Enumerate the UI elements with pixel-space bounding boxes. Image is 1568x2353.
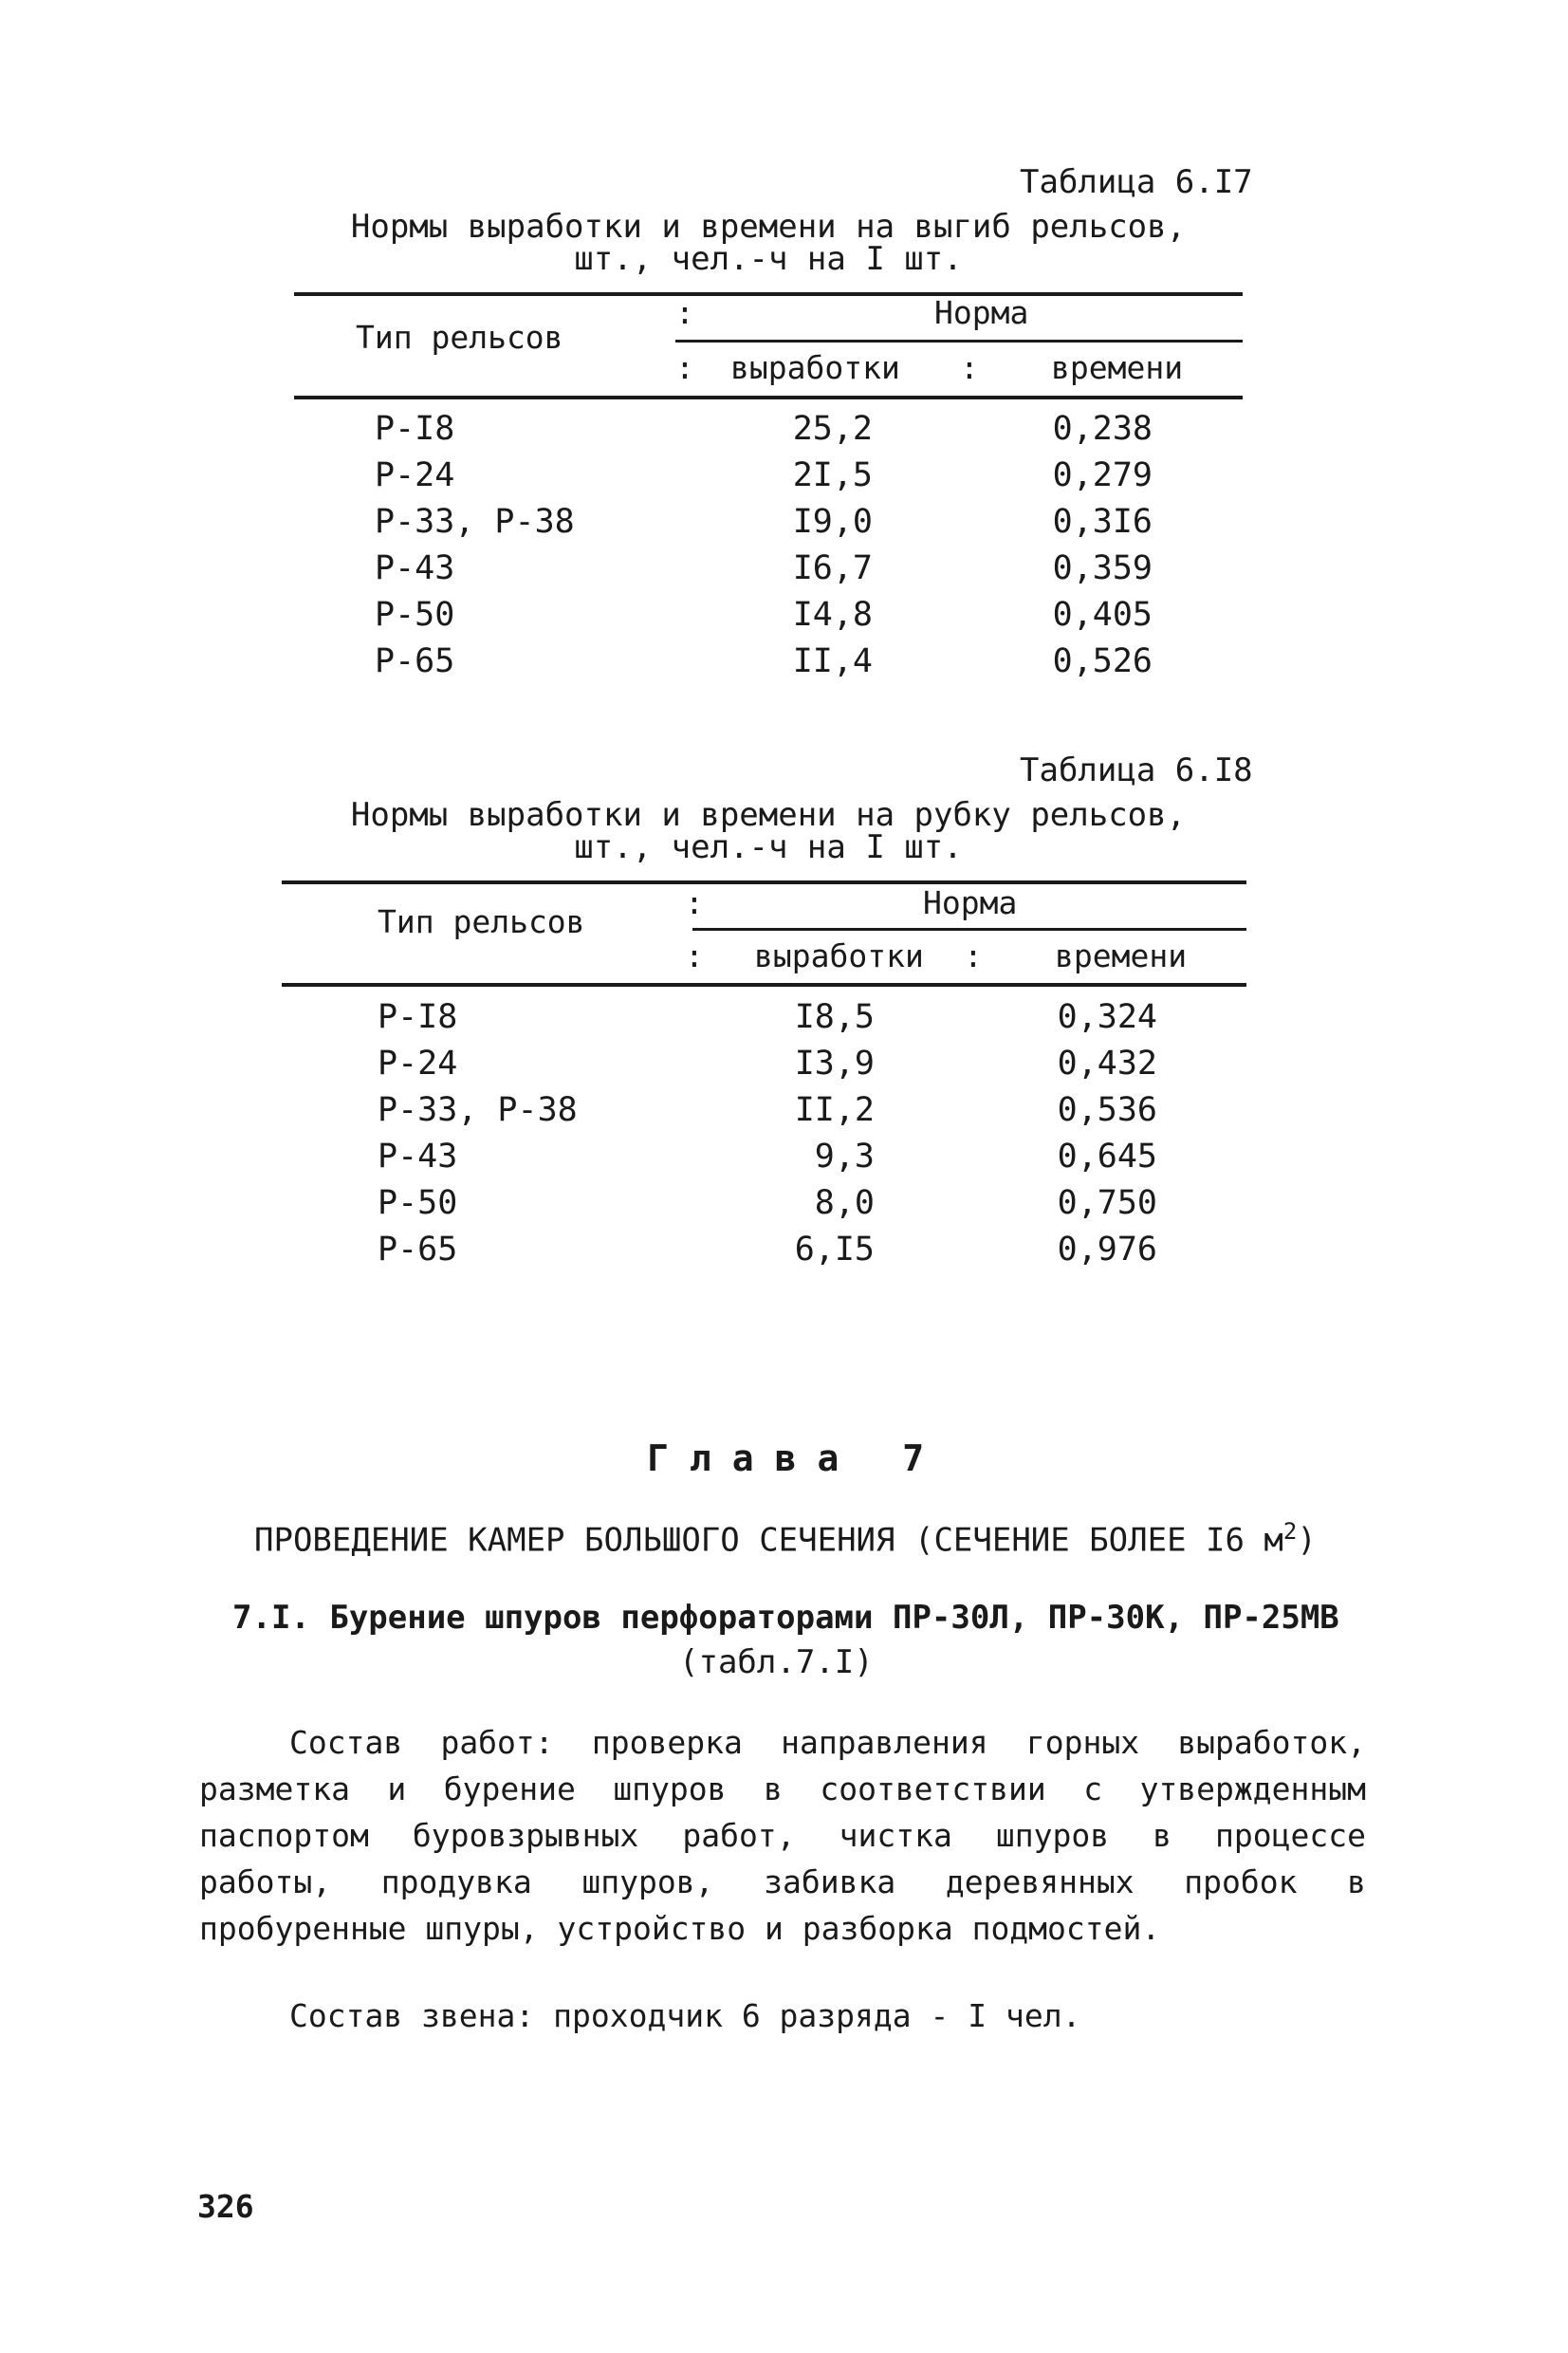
table-cell-output: 25,2 xyxy=(792,410,873,448)
table17-title-line1: Нормы выработки и времени на выгиб рельсов, xyxy=(350,208,1187,246)
table17-col-time: времени xyxy=(1051,349,1184,386)
table18-col-time: времени xyxy=(1055,937,1188,974)
table17-header-rule xyxy=(294,396,1243,399)
section-heading-line1: 7.I. Бурение шпуров перфораторами ПР-30Л, ПР-30К, ПР-25МВ xyxy=(232,1599,1339,1637)
table-cell-type: Р-33, Р-38 xyxy=(378,1091,578,1129)
table-cell-time: 0,645 xyxy=(1057,1138,1157,1176)
table17-col-output: выработки xyxy=(730,349,900,386)
composition-team: Состав звена: проходчик 6 разряда - I чел. xyxy=(289,1997,1081,2034)
table18-header-rule xyxy=(282,983,1246,987)
table18-label: Таблица 6.I8 xyxy=(1020,751,1253,789)
table17-sep-1: : xyxy=(675,294,694,331)
chapter-subtitle-end: ) xyxy=(1297,1521,1317,1560)
table-cell-type: Р-I8 xyxy=(375,410,455,448)
table-cell-time: 0,238 xyxy=(1052,410,1153,448)
table18-col-output: выработки xyxy=(754,937,924,974)
chapter-subtitle xyxy=(254,1518,1317,1559)
table-cell-time: 0,359 xyxy=(1052,549,1153,587)
table18-sep-1: : xyxy=(685,884,704,921)
table18-title-line2: шт., чел.-ч на I шт. xyxy=(574,828,963,866)
table17-col-norm: Норма xyxy=(934,294,1029,331)
table-cell-output: II,2 xyxy=(794,1091,875,1129)
table-cell-type: Р-43 xyxy=(378,1138,458,1176)
table17-norm-rule xyxy=(675,340,1243,343)
table18-title-line1: Нормы выработки и времени на рубку рельсов, xyxy=(350,796,1187,834)
table18-sep-3: : xyxy=(964,937,983,974)
table-cell-type: Р-50 xyxy=(378,1184,458,1222)
composition-works: Состав работ: проверка направления горных выработок, разметка и бурение шпуров в соответствии с утвержденным паспортом буровзрывных работ, чистка шпуров в процессе работы, продувка шпуров, забивка деревянных пробок в пробуренные шпуры, устройство и разборка подмостей. xyxy=(199,1724,1366,1947)
table17-top-rule xyxy=(294,292,1243,296)
table18-norm-rule xyxy=(692,928,1246,931)
table-cell-time: 0,976 xyxy=(1057,1231,1157,1269)
chapter-title: Глава 7 xyxy=(647,1437,946,1479)
section-heading-line2: (табл.7.I) xyxy=(679,1643,874,1681)
table-cell-time: 0,750 xyxy=(1057,1184,1157,1222)
table-cell-type: Р-24 xyxy=(378,1045,458,1083)
table-cell-output: I8,5 xyxy=(794,998,875,1036)
table-cell-time: 0,536 xyxy=(1057,1091,1157,1129)
table17-sep-2: : xyxy=(675,349,694,386)
table-cell-output: I9,0 xyxy=(792,503,873,541)
table-cell-output: II,4 xyxy=(792,642,873,680)
table-cell-type: Р-24 xyxy=(375,456,455,494)
table17-col-type: Тип рельсов xyxy=(356,319,563,356)
table-cell-output: I6,7 xyxy=(792,549,873,587)
table-cell-output: I4,8 xyxy=(792,596,873,634)
table17-label: Таблица 6.I7 xyxy=(1020,163,1253,201)
table18-top-rule xyxy=(282,880,1246,884)
table17-sep-3: : xyxy=(960,349,979,386)
table-cell-type: Р-43 xyxy=(375,549,455,587)
table18-col-type: Тип рельсов xyxy=(378,903,585,940)
table-cell-time: 0,526 xyxy=(1052,642,1153,680)
table-cell-time: 0,3I6 xyxy=(1052,503,1153,541)
table-cell-output: I3,9 xyxy=(794,1045,875,1083)
table-cell-time: 0,432 xyxy=(1057,1045,1157,1083)
table17-title-line2: шт., чел.-ч на I шт. xyxy=(574,240,963,278)
chapter-subtitle-sup: 2 xyxy=(1282,1518,1298,1545)
table-cell-time: 0,324 xyxy=(1057,998,1157,1036)
page-number: 326 xyxy=(197,2188,254,2225)
table-cell-type: Р-I8 xyxy=(378,998,458,1036)
table-cell-time: 0,279 xyxy=(1052,456,1153,494)
table-cell-type: Р-33, Р-38 xyxy=(375,503,575,541)
table-cell-type: Р-50 xyxy=(375,596,455,634)
table18-sep-2: : xyxy=(685,937,704,974)
table-cell-output: 9,3 xyxy=(814,1138,875,1176)
table-cell-type: Р-65 xyxy=(378,1231,458,1269)
table-cell-type: Р-65 xyxy=(375,642,455,680)
chapter-subtitle-text: ПРОВЕДЕНИЕ КАМЕР БОЛЬШОГО СЕЧЕНИЯ (СЕЧЕНИЕ БОЛЕЕ I6 м xyxy=(254,1521,1283,1560)
table18-col-norm: Норма xyxy=(923,884,1018,921)
table-cell-time: 0,405 xyxy=(1052,596,1153,634)
table-cell-output: 2I,5 xyxy=(792,456,873,494)
table-cell-output: 6,I5 xyxy=(794,1231,875,1269)
table-cell-output: 8,0 xyxy=(814,1184,875,1222)
